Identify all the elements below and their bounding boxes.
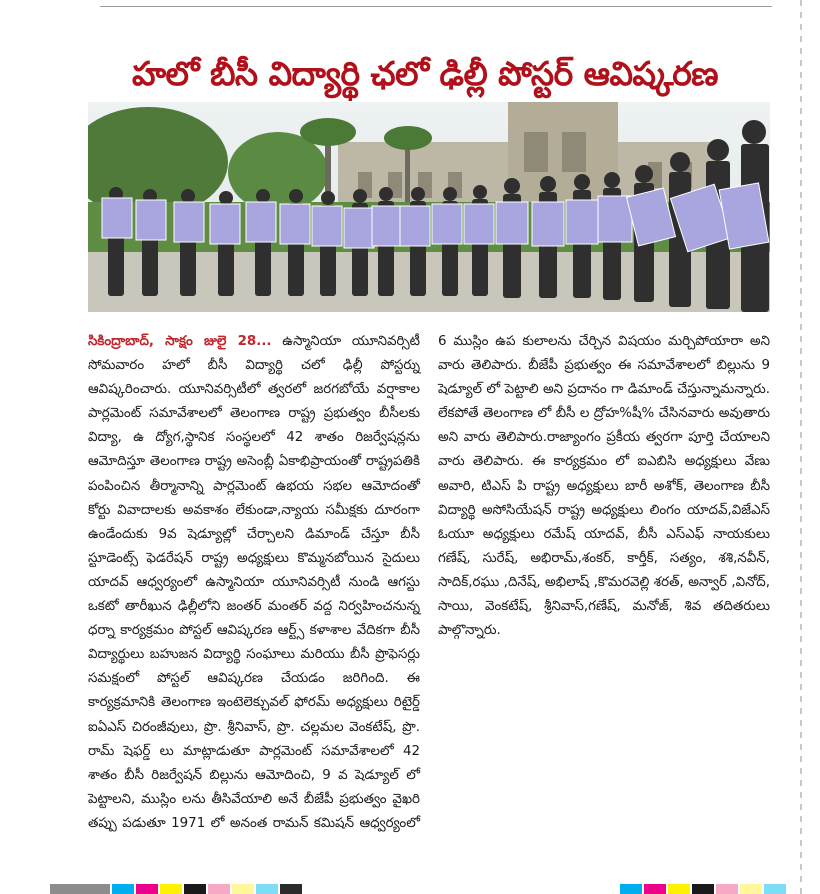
top-rule	[100, 6, 772, 7]
article-paragraph	[88, 330, 770, 860]
group-holding-posters-photo	[88, 102, 770, 312]
headline: హలో బీసీ విద్యార్థి ఛలో ఢిల్లీ పోస్టర్ ఆవిష్కరణ	[131, 54, 719, 94]
news-photo	[88, 102, 770, 312]
print-color-bar	[0, 882, 820, 894]
column-divider	[800, 0, 802, 894]
article-body	[88, 330, 770, 860]
dateline: సికింద్రాబాద్, సాక్షం జులై 28...	[88, 334, 272, 349]
body-text: ఉస్మానియా యూనివర్సిటీ సోమవారం హలో బీసీ విద్యార్థి చలో ఢిల్లీ పోస్టర్ను ఆవిష్కరించారు. యూనివర్సిటీలో త్వరలో జరగబోయే వర్షాకాల పార్లమెంట్ సమావేశాలలో తెలంగాణ రాష్ట్ర ప్రభుత్వం బీసీలకు విద్యా, ఉ ద్యోగ,స్థానిక సంస్థలలో 42 శాతం రిజర్వేషన్లను ఆమోదిస్తూ తెలంగాణ రాష్ట్ర అసెంబ్లీ ఏకాభిప్రాయంతో రాష్ట్రపతికి పంపించిన తీర్మానాన్ని పార్లమెంట్ ఉభయ సభల ఆమోదంతో కోర్టు వివాదాలకు అవకాశం లేకుండా,న్యాయ సమీక్షకు దూరంగా ఉండేందుకు 9వ షెడ్యూల్లో చేర్చాలని డిమాండ్ చేస్తూ బీసీ స్టూడెంట్స్ ఫెడరేషన్ రాష్ట్ర అధ్యక్షులు కొమ్మనబోయిన సైదులు యాదవ్ ఆధ్వర్యంలో ఉస్మానియా యూనివర్సిటీ నుండి ఆగస్టు ఒకటో తారీఖున ఢిల్లీలోని జంతర్ మంతర్ వద్ద నిర్వహించనున్న ధర్నా కార్యక్రమం పోస్టల్ ఆవిష్కరణ ఆర్ట్స్ కళాశాల వేదికగా బీసీ విద్యార్థులు బహుజన విద్యార్థి సంఘాలు మరియు బీసీ ప్రొఫెసర్లు సమక్షంలో పోస్టల్ ఆవిష్కరణ చేయడం జరిగింది. ఈ కార్యక్రమానికి తెలంగాణ ఇంటెలెక్చువల్ ఫోరమ్ అధ్యక్షులు రిటైర్డ్ ఐఏఎస్ చిరంజీవులు, ప్రొ. శ్రీనివాస్, ప్రొ. చల్లమల వెంకటేష్, ప్రొ. రామ్ షెఫర్డ్ లు మాట్లాడుతూ పార్లమెంట్ సమావేశాలలో 42 శాతం బీసీ రిజర్వేషన్ బిల్లును ఆమోదించి, 9 వ షెడ్యూల్ లో పెట్టాలని, ముస్లిం లను తీసివేయాలి అనే బీజేపీ ప్రభుత్వం వైఖరి తప్పు పడుతూ 1971 లో అనంత రామన్ కమిషన్ ఆధ్వర్యంలో 6 ముస్లిం ఉప కులాలను చేర్చిన విషయం మర్చిపోయారా అని వారు తెలిపారు. బీజేపీ ప్రభుత్వం ఈ సమావేశాలలో బిల్లును 9 షెడ్యూల్ లో పెట్టాలి అని ప్రదానం గా డిమాండ్ చేస్తున్నామన్నారు. లేకపోతే తెలంగాణ లో బీసీ ల ద్రోహ%షీ% చేసినవారు అవుతారు అని వారు తెలిపారు.రాజ్యాంగం ప్రకీయ త్వరగా పూర్తి చేయాలని వారు తెలిపారు. ఈ కార్యక్రమం లో ఐఎబిసి అధ్యక్షులు వేణు అవారి, టిఎస్ పి రాష్ట్ర అధ్యక్షులు బారీ అశోక్, తెలంగాణ బీసీ విద్యార్థి అసోసియేషన్ రాష్ట్ర అధ్యక్షులు లింగం యాదవ్,విజేఎస్ ఓయూ అధ్యక్షులు రమేష్ యాదవ్, బీసీ ఎస్ఎఫ్ నాయకులు గణేష్, సురేష్, అభిరామ్,శంకర్, కార్తీక్, సత్యం, శశి,నవీన్, సాదిక్,రఘు ,దినేష్, అభిలాష్ ,కొమరవెల్లి శరత్, అన్వార్ ,వినోద్, సాయి, వెంకటేష్, శ్రీనివాస్,గణేష్, మనోజ్, శివ తదితరులు పాల్గొన్నారు.	[88, 334, 770, 831]
